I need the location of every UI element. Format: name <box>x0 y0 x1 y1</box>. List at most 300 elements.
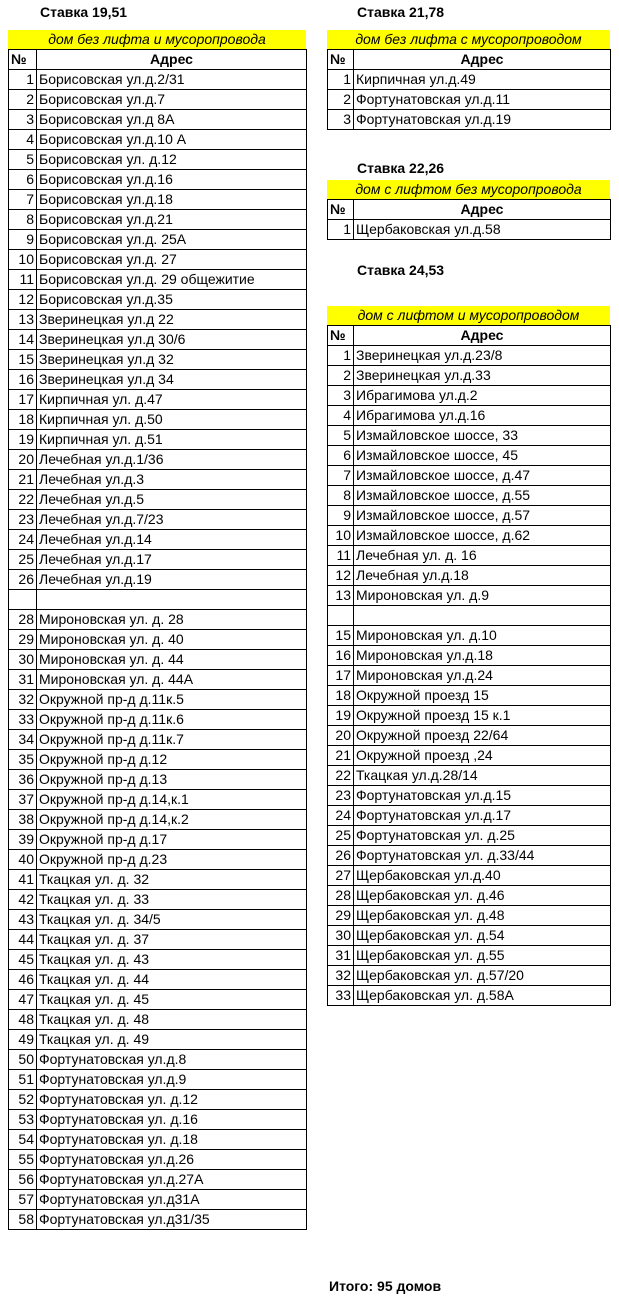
row-number: 11 <box>328 546 354 566</box>
row-address: Лечебная ул.д.14 <box>37 530 307 550</box>
row-number: 45 <box>9 950 37 970</box>
row-address: Щербаковская ул. д.54 <box>354 926 611 946</box>
row-number: 46 <box>9 970 37 990</box>
table-row <box>328 446 611 466</box>
table-header-row <box>328 200 611 220</box>
row-address: Мироновская ул.д.18 <box>354 646 611 666</box>
table-row <box>9 270 307 290</box>
row-number: 30 <box>328 926 354 946</box>
table-row <box>9 370 307 390</box>
table-row <box>9 1030 307 1050</box>
table-row <box>328 946 611 966</box>
row-address: Борисовская ул.д.2/31 <box>37 70 307 90</box>
row-address: Фортунатовская ул.д.15 <box>354 786 611 806</box>
row-number: 4 <box>328 406 354 426</box>
row-number: 1 <box>9 70 37 90</box>
row-number: 18 <box>9 410 37 430</box>
table-row <box>9 610 307 630</box>
table-row <box>9 450 307 470</box>
table-header-row <box>328 326 611 346</box>
row-number: 10 <box>9 250 37 270</box>
row-number: 25 <box>9 550 37 570</box>
row-number: 51 <box>9 1070 37 1090</box>
section-r3 <box>327 306 610 1006</box>
row-address: Зверинецкая ул.д 22 <box>37 310 307 330</box>
row-number: 16 <box>328 646 354 666</box>
table-row <box>9 570 307 590</box>
row-number: 2 <box>328 90 354 110</box>
header-address: Адрес <box>354 200 611 220</box>
row-address: Щербаковская ул.д.58 <box>354 220 611 240</box>
table-row <box>328 606 611 626</box>
table-row <box>9 150 307 170</box>
header-address: Адрес <box>354 50 611 70</box>
table-row <box>328 466 611 486</box>
row-address: Лечебная ул.д.18 <box>354 566 611 586</box>
table-row <box>9 910 307 930</box>
row-number: 39 <box>9 830 37 850</box>
address-table-left <box>8 49 307 1230</box>
row-number: 9 <box>9 230 37 250</box>
row-number: 58 <box>9 1210 37 1230</box>
row-address: Фортунатовская ул. д.25 <box>354 826 611 846</box>
table-row <box>9 1170 307 1190</box>
header-number: № <box>328 50 354 70</box>
row-address: Ткацкая ул. д. 37 <box>37 930 307 950</box>
table-row <box>328 566 611 586</box>
section-r2 <box>327 180 610 240</box>
row-address: Лечебная ул.д.17 <box>37 550 307 570</box>
row-number: 22 <box>9 490 37 510</box>
row-number <box>9 590 37 610</box>
row-number: 3 <box>328 386 354 406</box>
row-address: Окружной пр-д д.14,к.2 <box>37 810 307 830</box>
header-number: № <box>328 326 354 346</box>
table-row <box>9 630 307 650</box>
row-address: Фортунатовская ул.д31А <box>37 1190 307 1210</box>
table-header-row <box>328 50 611 70</box>
total-count: Итого: 95 домов <box>329 1278 442 1294</box>
row-number: 48 <box>9 1010 37 1030</box>
row-address <box>354 606 611 626</box>
table-row <box>328 786 611 806</box>
row-address: Окружной пр-д д.11к.6 <box>37 710 307 730</box>
table-row <box>328 686 611 706</box>
row-number: 55 <box>9 1150 37 1170</box>
table-row <box>9 230 307 250</box>
table-row <box>9 330 307 350</box>
row-number: 17 <box>9 390 37 410</box>
table-row <box>328 426 611 446</box>
row-number: 11 <box>9 270 37 290</box>
row-address: Фортунатовская ул.д31/35 <box>37 1210 307 1230</box>
table-row <box>9 670 307 690</box>
row-number: 23 <box>328 786 354 806</box>
table-row <box>9 550 307 570</box>
table-row <box>328 386 611 406</box>
table-row <box>328 766 611 786</box>
header-number: № <box>9 50 37 70</box>
table-row <box>328 926 611 946</box>
table-row <box>9 730 307 750</box>
table-row <box>328 846 611 866</box>
row-address: Ткацкая ул. д. 49 <box>37 1030 307 1050</box>
row-address: Ткацкая ул. д. 32 <box>37 870 307 890</box>
row-number: 10 <box>328 526 354 546</box>
table-row <box>9 1010 307 1030</box>
table-row <box>9 1090 307 1110</box>
row-address: Мироновская ул. д. 40 <box>37 630 307 650</box>
row-number: 26 <box>9 570 37 590</box>
table-row <box>9 90 307 110</box>
row-number: 20 <box>328 726 354 746</box>
table-row <box>9 830 307 850</box>
row-address: Борисовская ул.д.21 <box>37 210 307 230</box>
row-number: 33 <box>9 710 37 730</box>
table-row <box>9 390 307 410</box>
table-row <box>328 666 611 686</box>
row-address: Ткацкая ул. д. 43 <box>37 950 307 970</box>
row-address: Фортунатовская ул. д.33/44 <box>354 846 611 866</box>
row-address: Фортунатовская ул.д.17 <box>354 806 611 826</box>
table-row <box>328 746 611 766</box>
row-number: 34 <box>9 730 37 750</box>
row-address: Измайловское шоссе, 33 <box>354 426 611 446</box>
row-number: 3 <box>9 110 37 130</box>
row-number: 18 <box>328 686 354 706</box>
table-row <box>328 220 611 240</box>
row-number: 28 <box>328 886 354 906</box>
table-row <box>9 290 307 310</box>
rate-title-r1: Ставка 21,78 <box>357 4 445 20</box>
header-address: Адрес <box>354 326 611 346</box>
row-number: 17 <box>328 666 354 686</box>
row-number: 30 <box>9 650 37 670</box>
table-row <box>328 346 611 366</box>
table-row <box>328 486 611 506</box>
table-row <box>328 586 611 606</box>
table-row <box>328 806 611 826</box>
row-number: 9 <box>328 506 354 526</box>
table-row <box>328 110 611 130</box>
row-number: 32 <box>9 690 37 710</box>
row-address: Ткацкая ул. д. 34/5 <box>37 910 307 930</box>
row-address: Окружной пр-д д.14,к.1 <box>37 790 307 810</box>
row-number: 28 <box>9 610 37 630</box>
row-address: Фортунатовская ул.д.19 <box>354 110 611 130</box>
category-banner-r3: дом с лифтом и мусоропроводом <box>327 306 610 325</box>
row-address: Лечебная ул.д.19 <box>37 570 307 590</box>
row-address: Борисовская ул.д. 25А <box>37 230 307 250</box>
row-number: 42 <box>9 890 37 910</box>
row-number: 54 <box>9 1130 37 1150</box>
row-number: 43 <box>9 910 37 930</box>
row-address: Зверинецкая ул.д 32 <box>37 350 307 370</box>
table-row <box>9 210 307 230</box>
row-address: Измайловское шоссе, д.62 <box>354 526 611 546</box>
row-number: 13 <box>9 310 37 330</box>
row-address: Щербаковская ул.д.40 <box>354 866 611 886</box>
row-address: Окружной проезд 22/64 <box>354 726 611 746</box>
row-number: 12 <box>9 290 37 310</box>
row-address: Окружной проезд ,24 <box>354 746 611 766</box>
table-row <box>9 650 307 670</box>
row-number: 3 <box>328 110 354 130</box>
row-address: Мироновская ул. д. 28 <box>37 610 307 630</box>
row-number: 26 <box>328 846 354 866</box>
row-number: 5 <box>9 150 37 170</box>
row-address: Ибрагимова ул.д.2 <box>354 386 611 406</box>
row-address: Кирпичная ул.д.49 <box>354 70 611 90</box>
row-address: Фортунатовская ул. д.16 <box>37 1110 307 1130</box>
row-address: Борисовская ул.д.10 А <box>37 130 307 150</box>
table-row <box>9 350 307 370</box>
row-number: 36 <box>9 770 37 790</box>
row-address: Мироновская ул. д.9 <box>354 586 611 606</box>
row-number: 50 <box>9 1050 37 1070</box>
table-row <box>9 410 307 430</box>
row-number: 14 <box>9 330 37 350</box>
table-row <box>9 690 307 710</box>
row-address: Измайловское шоссе, 45 <box>354 446 611 466</box>
row-number: 23 <box>9 510 37 530</box>
row-address: Лечебная ул.д.3 <box>37 470 307 490</box>
row-address: Измайловское шоссе, д.55 <box>354 486 611 506</box>
row-address: Окружной проезд 15 к.1 <box>354 706 611 726</box>
row-address: Лечебная ул.д.7/23 <box>37 510 307 530</box>
section-left <box>8 30 306 1230</box>
row-address: Борисовская ул. д.12 <box>37 150 307 170</box>
header-address: Адрес <box>37 50 307 70</box>
row-number: 33 <box>328 986 354 1006</box>
table-row <box>328 546 611 566</box>
row-address: Зверинецкая ул.д.33 <box>354 366 611 386</box>
table-row <box>9 930 307 950</box>
row-address: Окружной пр-д д.13 <box>37 770 307 790</box>
table-row <box>328 866 611 886</box>
row-address: Лечебная ул.д.5 <box>37 490 307 510</box>
row-number: 31 <box>328 946 354 966</box>
table-row <box>9 770 307 790</box>
row-address: Фортунатовская ул. д.18 <box>37 1130 307 1150</box>
row-address: Фортунатовская ул. д.12 <box>37 1090 307 1110</box>
table-row <box>9 1070 307 1090</box>
row-address: Щербаковская ул. д.46 <box>354 886 611 906</box>
row-address: Ткацкая ул.д.28/14 <box>354 766 611 786</box>
row-number: 57 <box>9 1190 37 1210</box>
row-number: 21 <box>9 470 37 490</box>
row-number: 19 <box>9 430 37 450</box>
row-number: 6 <box>328 446 354 466</box>
row-number: 27 <box>328 866 354 886</box>
table-row <box>9 1130 307 1150</box>
row-number: 47 <box>9 990 37 1010</box>
row-address: Борисовская ул.д.16 <box>37 170 307 190</box>
table-row <box>9 970 307 990</box>
rate-title-r3: Ставка 24,53 <box>357 262 445 278</box>
row-address: Окружной пр-д д.17 <box>37 830 307 850</box>
row-number: 1 <box>328 220 354 240</box>
row-address: Окружной пр-д д.11к.7 <box>37 730 307 750</box>
row-number: 15 <box>9 350 37 370</box>
row-number: 12 <box>328 566 354 586</box>
address-table-r1 <box>327 49 611 130</box>
table-row <box>9 430 307 450</box>
table-row <box>9 1110 307 1130</box>
row-address: Окружной пр-д д.12 <box>37 750 307 770</box>
table-row <box>9 810 307 830</box>
row-address: Лечебная ул.д.1/36 <box>37 450 307 470</box>
row-number: 6 <box>9 170 37 190</box>
row-address: Окружной проезд 15 <box>354 686 611 706</box>
row-address: Измайловское шоссе, д.57 <box>354 506 611 526</box>
row-address: Окружной пр-д д.11к.5 <box>37 690 307 710</box>
row-address: Кирпичная ул. д.47 <box>37 390 307 410</box>
table-row <box>328 90 611 110</box>
row-number: 31 <box>9 670 37 690</box>
table-row <box>9 790 307 810</box>
table-row <box>328 826 611 846</box>
row-number: 35 <box>9 750 37 770</box>
row-address: Фортунатовская ул.д.8 <box>37 1050 307 1070</box>
row-number: 15 <box>328 626 354 646</box>
row-number: 32 <box>328 966 354 986</box>
table-row <box>9 1150 307 1170</box>
row-address: Фортунатовская ул.д.11 <box>354 90 611 110</box>
table-row <box>9 890 307 910</box>
table-row <box>328 726 611 746</box>
row-address: Мироновская ул. д.10 <box>354 626 611 646</box>
row-number: 22 <box>328 766 354 786</box>
row-number: 53 <box>9 1110 37 1130</box>
table-header-row <box>9 50 307 70</box>
row-address: Мироновская ул.д.24 <box>354 666 611 686</box>
table-row <box>9 190 307 210</box>
row-address: Зверинецкая ул.д.23/8 <box>354 346 611 366</box>
row-number: 21 <box>328 746 354 766</box>
row-number: 16 <box>9 370 37 390</box>
row-number: 13 <box>328 586 354 606</box>
row-address: Ткацкая ул. д. 44 <box>37 970 307 990</box>
row-address: Борисовская ул.д.7 <box>37 90 307 110</box>
table-row <box>9 130 307 150</box>
row-address: Фортунатовская ул.д.9 <box>37 1070 307 1090</box>
row-address: Измайловское шоссе, д.47 <box>354 466 611 486</box>
address-table-r2 <box>327 199 611 240</box>
table-row <box>9 1190 307 1210</box>
row-address: Щербаковская ул. д.58А <box>354 986 611 1006</box>
row-number <box>328 606 354 626</box>
table-row <box>9 490 307 510</box>
table-row <box>328 526 611 546</box>
row-address: Кирпичная ул. д.50 <box>37 410 307 430</box>
row-address: Борисовская ул.д. 27 <box>37 250 307 270</box>
table-row <box>9 170 307 190</box>
row-address: Фортунатовская ул.д.27А <box>37 1170 307 1190</box>
table-row <box>9 1050 307 1070</box>
row-number: 38 <box>9 810 37 830</box>
row-number: 1 <box>328 346 354 366</box>
table-row <box>9 950 307 970</box>
row-number: 40 <box>9 850 37 870</box>
row-number: 4 <box>9 130 37 150</box>
row-number: 19 <box>328 706 354 726</box>
row-address: Ткацкая ул. д. 33 <box>37 890 307 910</box>
row-number: 24 <box>328 806 354 826</box>
table-row <box>328 70 611 90</box>
table-row <box>9 590 307 610</box>
table-row <box>9 530 307 550</box>
category-banner-r1: дом без лифта с мусоропроводом <box>327 30 610 49</box>
address-table-r3 <box>327 325 611 1006</box>
table-row <box>328 646 611 666</box>
table-row <box>328 406 611 426</box>
row-address: Борисовская ул.д. 29 общежитие <box>37 270 307 290</box>
row-number: 41 <box>9 870 37 890</box>
table-row <box>9 750 307 770</box>
table-row <box>328 986 611 1006</box>
row-address: Щербаковская ул. д.55 <box>354 946 611 966</box>
row-address: Лечебная ул. д. 16 <box>354 546 611 566</box>
row-number: 44 <box>9 930 37 950</box>
table-row <box>328 966 611 986</box>
row-address: Борисовская ул.д.35 <box>37 290 307 310</box>
row-number: 7 <box>9 190 37 210</box>
row-number: 25 <box>328 826 354 846</box>
row-address: Зверинецкая ул.д 30/6 <box>37 330 307 350</box>
table-row <box>9 850 307 870</box>
table-row <box>328 366 611 386</box>
row-number: 49 <box>9 1030 37 1050</box>
row-number: 56 <box>9 1170 37 1190</box>
row-address: Фортунатовская ул.д.26 <box>37 1150 307 1170</box>
table-row <box>328 506 611 526</box>
rate-title-r2: Ставка 22,26 <box>357 160 445 176</box>
table-row <box>328 626 611 646</box>
row-number: 1 <box>328 70 354 90</box>
row-address: Окружной пр-д д.23 <box>37 850 307 870</box>
table-row <box>328 906 611 926</box>
table-row <box>9 70 307 90</box>
table-row <box>9 470 307 490</box>
section-r1 <box>327 30 610 130</box>
category-banner-left: дом без лифта и мусоропровода <box>8 30 306 49</box>
row-number: 5 <box>328 426 354 446</box>
row-number: 8 <box>328 486 354 506</box>
row-address: Борисовская ул.д 8А <box>37 110 307 130</box>
row-address: Ибрагимова ул.д.16 <box>354 406 611 426</box>
row-number: 29 <box>328 906 354 926</box>
row-number: 2 <box>9 90 37 110</box>
row-number: 24 <box>9 530 37 550</box>
row-number: 7 <box>328 466 354 486</box>
row-address: Борисовская ул.д.18 <box>37 190 307 210</box>
table-row <box>9 990 307 1010</box>
table-row <box>9 710 307 730</box>
row-address: Мироновская ул. д. 44 <box>37 650 307 670</box>
row-address: Зверинецкая ул.д 34 <box>37 370 307 390</box>
row-number: 37 <box>9 790 37 810</box>
row-address: Ткацкая ул. д. 45 <box>37 990 307 1010</box>
table-row <box>328 706 611 726</box>
table-row <box>9 870 307 890</box>
row-address: Щербаковская ул. д.57/20 <box>354 966 611 986</box>
table-row <box>9 1210 307 1230</box>
table-row <box>328 886 611 906</box>
table-row <box>9 110 307 130</box>
row-number: 29 <box>9 630 37 650</box>
table-row <box>9 310 307 330</box>
